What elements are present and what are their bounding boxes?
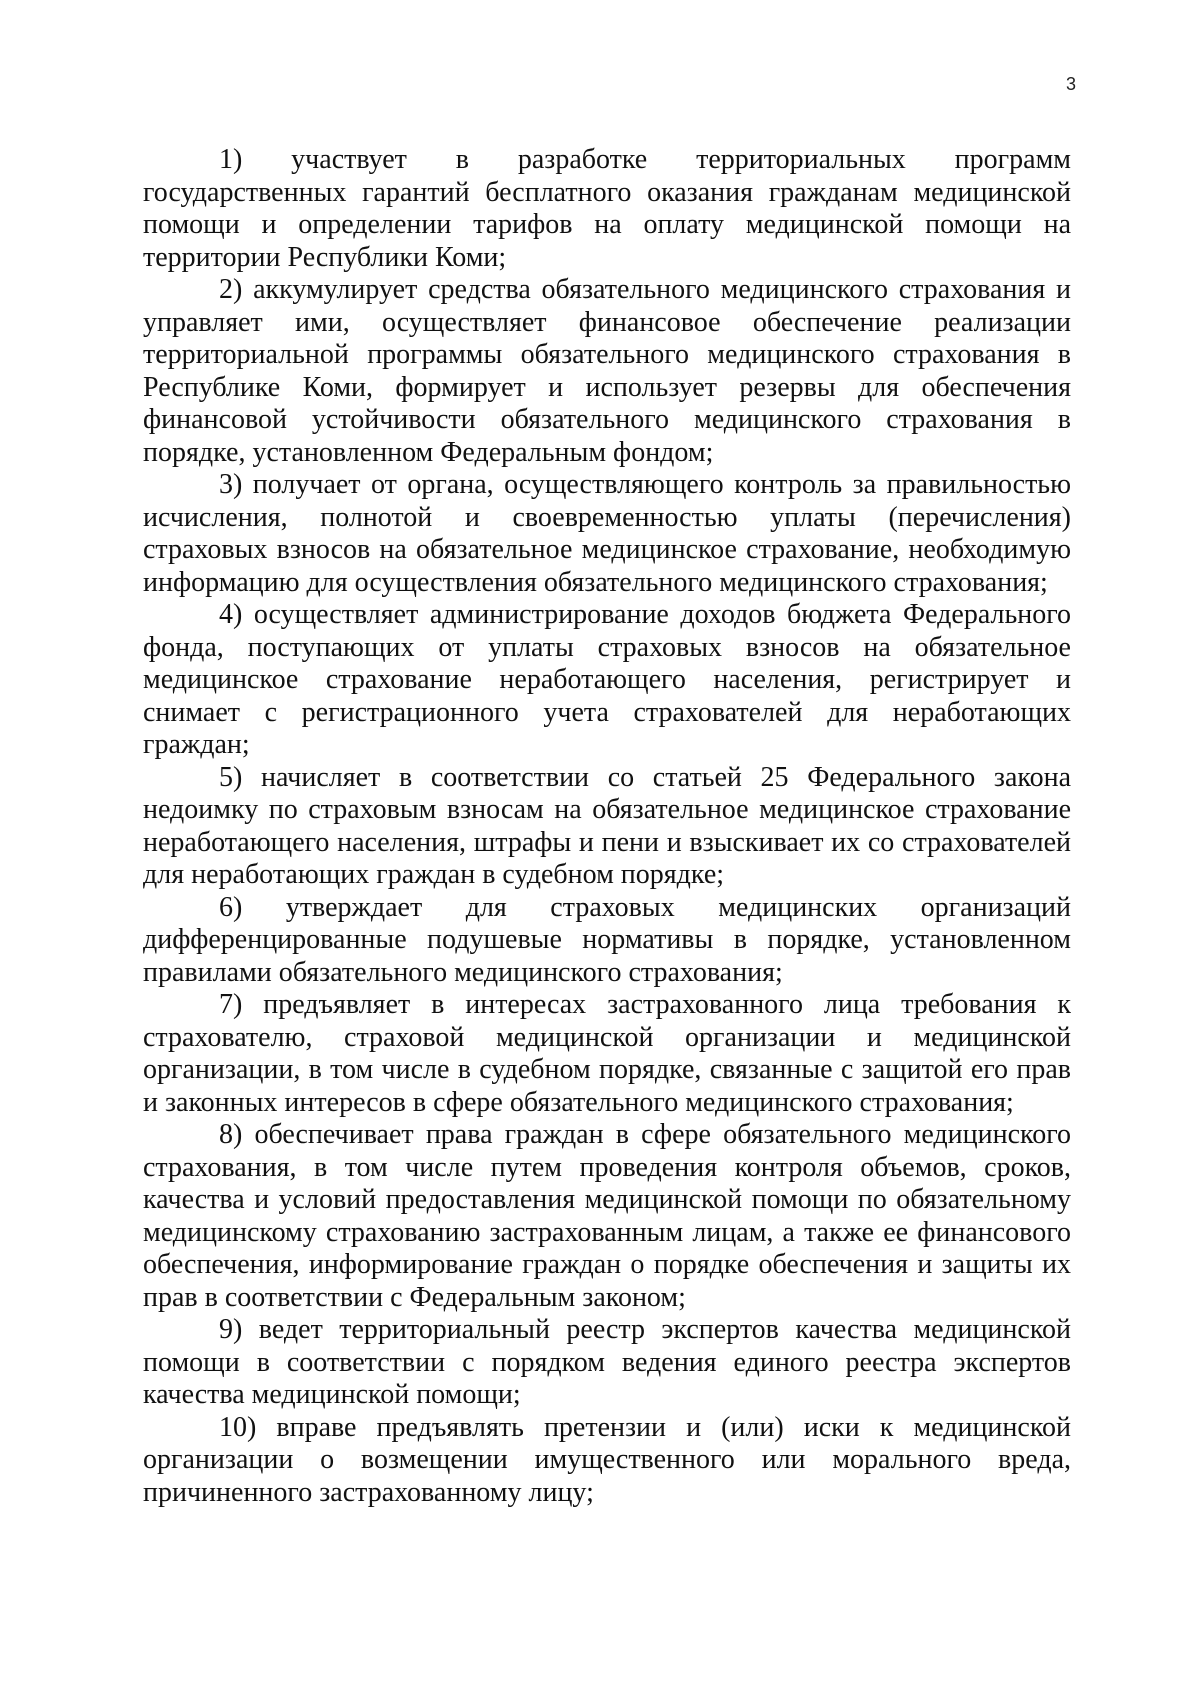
list-item-9: 9) ведет территориальный реестр экспертов качества медицинской помощи в соответствии с порядком ведения единого реестра экспертов качества медицинской помощи; [143,1314,1071,1410]
list-item-6: 6) утверждает для страховых медицинских организаций дифференцированные подушевые нормативы в порядке, установленном правилами обязательного медицинского страхования; [143,891,1071,988]
list-item-7: 7) предъявляет в интересах застрахованного лица требования к страхователю, страховой медицинской организации и медицинской организации, в том числе в судебном порядке, связанные с защитой его прав и законных интересов в сфере обязательного медицинского страхования; [143,989,1071,1118]
list-item-5: 5) начисляет в соответствии со статьей 25 Федерального закона недоимку по страховым взносам на обязательное медицинское страхование неработающего населения, штрафы и пени и взыскивает их со страхователей для неработающих граждан в судебном порядке; [143,761,1071,890]
list-item-4: 4) осуществляет администрирование доходов бюджета Федерального фонда, поступающих от уплаты страховых взносов на обязательное медицинское страхование неработающего населения, регистрирует и снимает с регистрационного учета страхователей для неработающих граждан; [143,599,1071,760]
list-item-10: 10) вправе предъявлять претензии и (или) иски к медицинской организации о возмещении имущественного или морального вреда, причиненного застрахованному лицу; [143,1411,1071,1508]
list-item-1: 1) участвует в разработке территориальных программ государственных гарантий бесплатного оказания гражданам медицинской помощи и определении тарифов на оплату медицинской помощи на территории Республики Коми; [143,144,1071,273]
list-item-2: 2) аккумулирует средства обязательного медицинского страхования и управляет ими, осуществляет финансовое обеспечение реализации территориальной программы обязательного медицинского страхования в Республике Коми, формирует и использует резервы для обеспечения финансовой устойчивости обязательного медицинского страхования в порядке, установленном Федеральным фондом; [143,274,1071,468]
page-number: 3 [1065,74,1076,94]
list-item-3: 3) получает от органа, осуществляющего контроль за правильностью исчисления, полнотой и своевременностью уплаты (перечисления) страховых взносов на обязательное медицинское страхование, необходимую информацию для осуществления обязательного медицинского страхования; [143,469,1071,598]
list-item-8: 8) обеспечивает права граждан в сфере обязательного медицинского страхования, в том числе путем проведения контроля объемов, сроков, качества и условий предоставления медицинской помощи по обязательному медицинскому страхованию застрахованным лицам, а также ее финансового обеспечения, информирование граждан о порядке обеспечения и защиты их прав в соответствии с Федеральным законом; [143,1119,1071,1313]
document-body [143,144,1071,1509]
